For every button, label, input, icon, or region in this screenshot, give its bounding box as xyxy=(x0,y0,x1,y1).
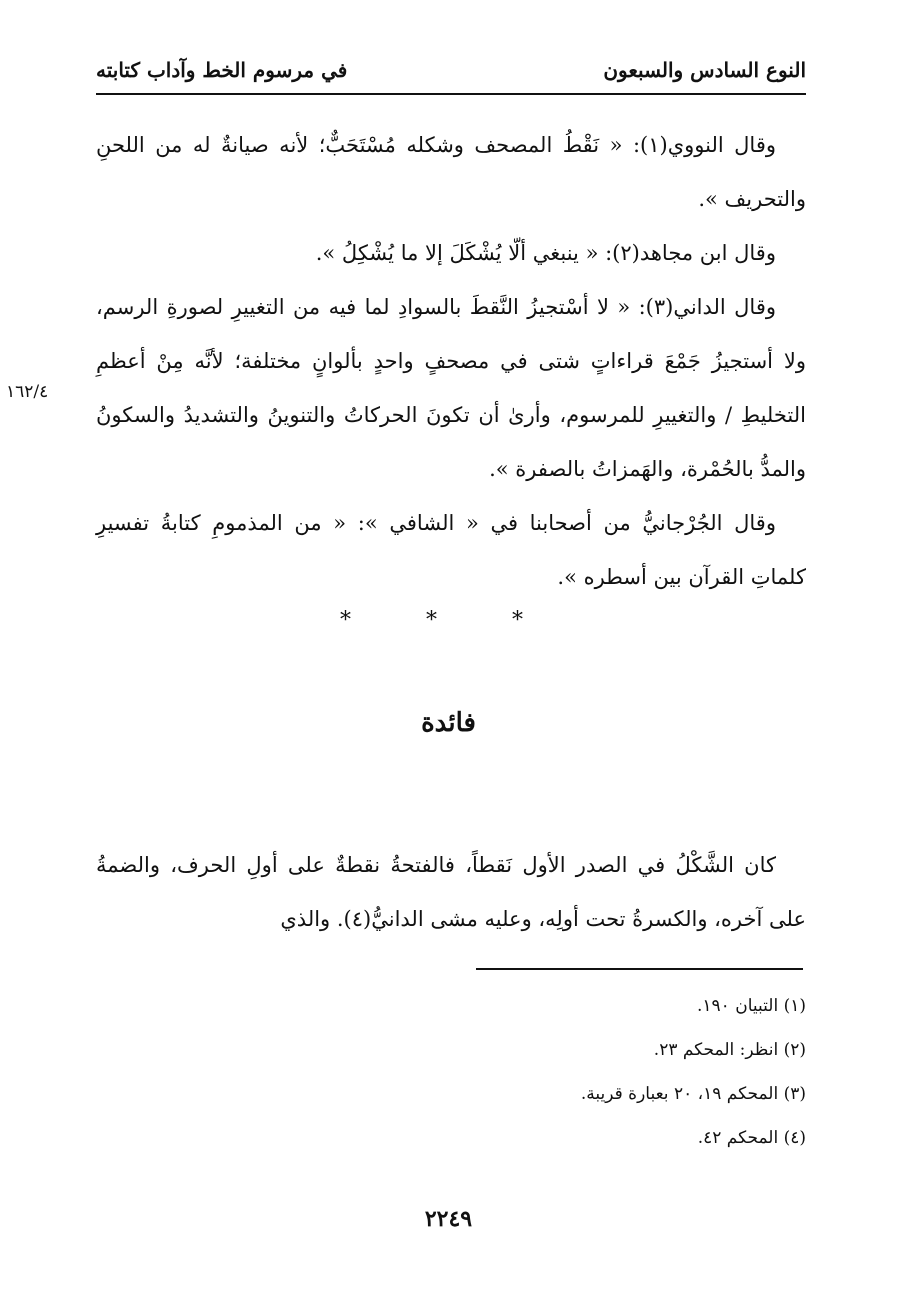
running-header xyxy=(96,52,806,92)
footnote-4: (٤) المحكم ٤٢. xyxy=(697,1128,806,1148)
main-text xyxy=(96,118,806,604)
paragraph-ibn-mujahid: وقال ابن مجاهد(٢): « ينبغي ألّا يُشْكَلَ إلا ما يُشْكِلُ ». xyxy=(315,241,776,265)
footnote-1: (١) التبيان ١٩٠. xyxy=(697,996,806,1016)
footnote-2: (٢) انظر: المحكم ٢٣. xyxy=(653,1040,806,1060)
paragraph-jurjani: وقال الجُرْجانيُّ من أصحابنا في « الشافي »: « من المذمومِ كتابةُ تفسيرِ كلماتِ القرآن بين أسطره ». xyxy=(96,511,806,589)
footnote-divider xyxy=(476,968,803,970)
chapter-title: النوع السادس والسبعون xyxy=(603,58,806,82)
section-running-title: في مرسوم الخط وآداب كتابته xyxy=(96,58,348,82)
section-separator: * * * xyxy=(340,608,557,633)
footnote-3: (٣) المحكم ١٩، ٢٠ بعبارة قريبة. xyxy=(580,1084,806,1104)
paragraph-dani: وقال الداني(٣): « لا أسْتجيزُ النَّقطَ بالسوادِ لما فيه من التغييرِ لصورةِ الرسم، ولا أستجيزُ جَمْعَ قراءاتٍ شتى في مصحفٍ واحدٍ بألوانٍ مختلفة؛ لأنَّه مِنْ أعظمِ التخليطِ / والتغييرِ للمرسوم، وأرىٰ أن تكونَ الحركاتُ والتنوينُ والتشديدُ والسكونُ والمدُّ بالحُمْرة، والهَمزاتُ بالصفرة ». xyxy=(96,295,806,481)
footnotes xyxy=(96,984,806,1160)
section-text xyxy=(96,838,806,946)
page-number: ٢٢٤٩ xyxy=(424,1206,473,1232)
paragraph-shakl: كان الشَّكْلُ في الصدر الأول نَقطاً، فالفتحةُ نقطةٌ على أولِ الحرف، والضمةُ على آخره، والكسرةُ تحت أولِه، وعليه مشى الدانيُّ(٤). والذي xyxy=(96,853,806,931)
margin-page-reference: ١٦٢/٤ xyxy=(6,382,49,402)
header-divider xyxy=(96,93,806,95)
section-heading: فائدة xyxy=(421,708,476,738)
paragraph-nawawi: وقال النووي(١): « نَقْطُ المصحف وشكله مُسْتَحَبٌّ؛ لأنه صيانةٌ له من اللحنِ والتحريف ». xyxy=(96,133,806,211)
